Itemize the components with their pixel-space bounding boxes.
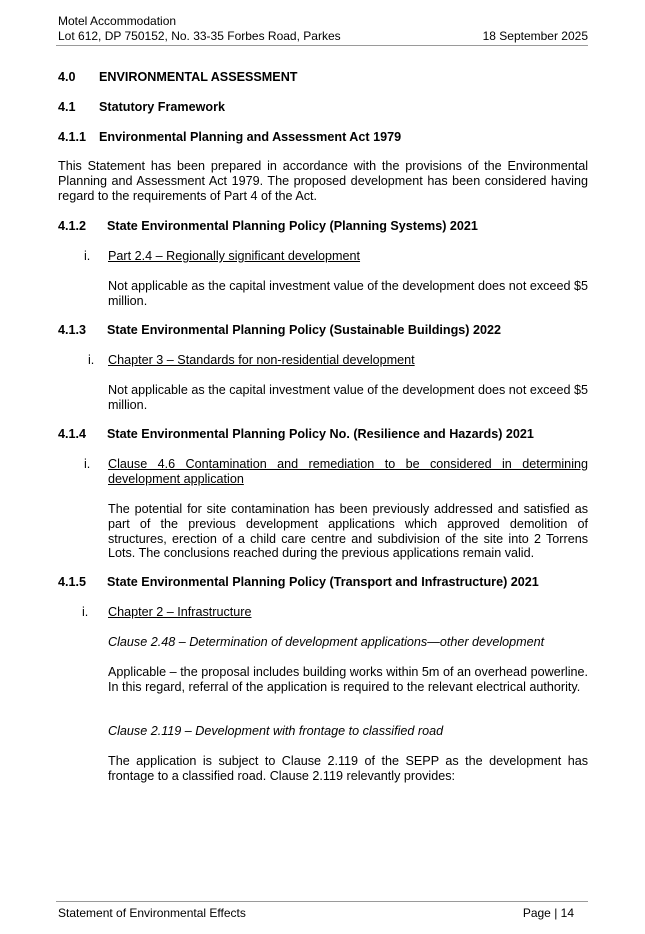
heading-text: ENVIRONMENTAL ASSESSMENT <box>99 70 298 84</box>
clause-title: Clause 2.48 – Determination of development applications—other development <box>108 635 545 649</box>
heading-4-1 <box>58 100 588 115</box>
list-item-title-wrap <box>108 605 588 620</box>
paragraph-4-1-1: This Statement has been prepared in accordance with the provisions of the Environmental Planning and Assessment Act 1979. The proposed development has been considered having regard to the requirements of Part 4 of the Act. <box>58 159 588 203</box>
heading-4-1-4 <box>58 427 588 442</box>
header-title: Motel Accommodation <box>58 14 177 28</box>
heading-number: 4.1.4 <box>58 427 87 441</box>
heading-text: Environmental Planning and Assessment Act 1979 <box>99 130 402 144</box>
list-item-title: Chapter 2 – Infrastructure <box>108 605 252 619</box>
heading-number: 4.1 <box>58 100 76 114</box>
page-header <box>58 14 588 44</box>
heading-text: State Environmental Planning Policy (Transport and Infrastructure) 2021 <box>107 575 539 589</box>
list-marker: i. <box>84 249 91 263</box>
heading-4-1-1 <box>58 130 588 145</box>
heading-number: 4.1.5 <box>58 575 87 589</box>
heading-4-0 <box>58 70 588 85</box>
header-address: Lot 612, DP 750152, No. 33-35 Forbes Road, Parkes <box>58 29 341 43</box>
list-item-title-wrap <box>108 353 588 368</box>
heading-4-1-3 <box>58 323 588 338</box>
list-item-title: Chapter 3 – Standards for non-residential development <box>108 353 415 367</box>
heading-number: 4.1.1 <box>58 130 87 144</box>
list-item-title: Part 2.4 – Regionally significant development <box>108 249 361 263</box>
page-number: Page | 14 <box>522 906 574 920</box>
clause-title: Clause 2.119 – Development with frontage to classified road <box>108 724 444 738</box>
heading-text: Statutory Framework <box>99 100 225 114</box>
page-footer <box>58 906 588 921</box>
list-marker: i. <box>88 353 95 367</box>
heading-text: State Environmental Planning Policy No. (Resilience and Hazards) 2021 <box>107 427 534 441</box>
heading-text: State Environmental Planning Policy (Sustainable Buildings) 2022 <box>107 323 501 337</box>
clause-body: The application is subject to Clause 2.119 of the SEPP as the development has frontage to a classified road. Clause 2.119 relevantly provides: <box>108 754 588 783</box>
heading-4-1-2 <box>58 219 588 234</box>
header-divider <box>56 45 588 46</box>
footer-divider <box>56 901 588 902</box>
list-marker: i. <box>84 457 91 471</box>
list-item-body: Not applicable as the capital investment value of the development does not exceed $5 million. <box>108 383 588 412</box>
list-item-title-wrap <box>108 249 588 264</box>
list-item-title: Clause 4.6 Contamination and remediation to be considered in determining development application <box>108 457 588 486</box>
clause-body: Applicable – the proposal includes building works within 5m of an overhead powerline. In this regard, referral of the application is required to the relevant electrical authority. <box>108 665 588 694</box>
heading-4-1-5 <box>58 575 588 590</box>
heading-text: State Environmental Planning Policy (Planning Systems) 2021 <box>107 219 478 233</box>
list-item-body: The potential for site contamination has been previously addressed and satisfied as part of the previous development applications which approved demolition of structures, erection of a child care centre and subdivision of the site into 2 Torrens Lots. The conclusions reached during the previous applications remain valid. <box>108 502 588 561</box>
header-date: 18 September 2025 <box>482 29 588 43</box>
footer-document-title: Statement of Environmental Effects <box>58 906 246 920</box>
list-item-body: Not applicable as the capital investment value of the development does not exceed $5 million. <box>108 279 588 308</box>
list-marker: i. <box>82 605 89 619</box>
heading-number: 4.1.3 <box>58 323 87 337</box>
heading-number: 4.0 <box>58 70 76 84</box>
heading-number: 4.1.2 <box>58 219 87 233</box>
